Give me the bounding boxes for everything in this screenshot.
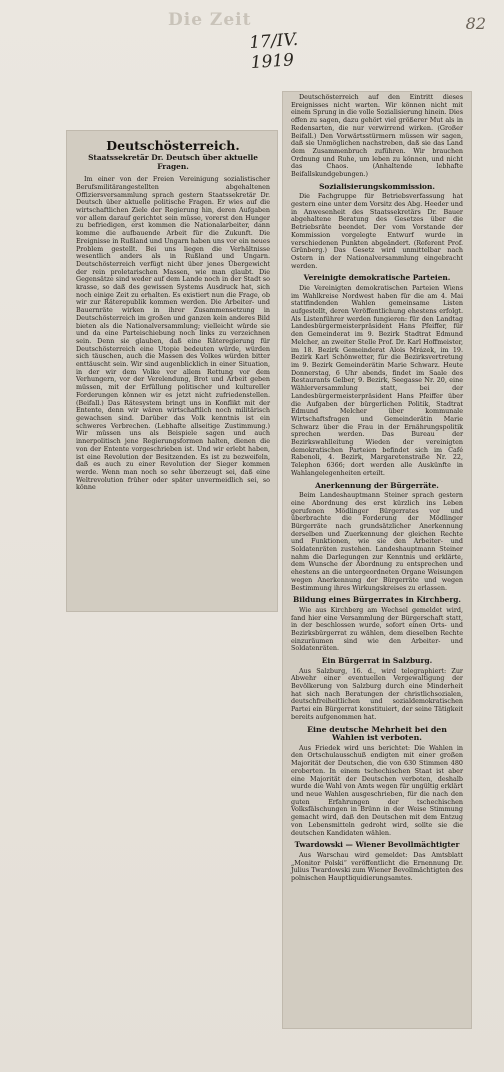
article-continuation: Deutschösterreich auf den Eintritt dieses Ereignisses nicht warten. Wir können nicht mit einem Sprung in die volle Sozialisierung hinein. Dies offen zu sagen, dazu gehört viel größerer Mut als in Redensarten, die nur verwirrend wirken. (Großer Beifall.) Den Vorwärtsstürmern müssen wir sagen, daß sie Unmöglichen nachstreben, daß sie das Land dem Zusammenbruch zuführen. Wir brauchen Ordnung und Ruhe, um leben zu können, und nicht das Chaos. (Anhaltende lebhafte Beifallskundgebungen.) (291, 93, 463, 179)
article-body: Im einer von der Freien Vereinigung sozialistischer Berufsmilitärangestellten abgehaltenen Offiziersversammlung sprach gestern Staatssekretär Dr. Deutsch über aktuelle politische Fragen. Er wies auf die wirtschaftlichen Ziele der Regierung hin, deren Aufgaben vor allem darauf gerichtet sein müsse, vorerst den Hunger zu befriedigen, erst kommen die Nationalarbeiter, dann komme die aufbauende Arbeit für die Zukunft. Die Ereignisse in Rußland und Ungarn haben uns vor ein neues Problem gestellt. Bei uns liegen die Verhältnisse wesentlich anders als in Rußland und Ungarn. Deutschösterreich verfügt nicht über jenes Übergewicht der rein proletarischen Massen, wie man glaubt. Die Gegensätze sind weder auf dem Lande noch in der Stadt so krasse, so daß des gewissen Systems Ausdruck hat, sich noch einige Zeit zu erhalten. Es existiert nun die Frage, ob wir zur Räterepublik kommen werden. Die Arbeiter- und Bauernräte wirken in ihrer Zusammensetzung in Deutschösterreich im großen und ganzen kein anderes Bild bieten als die Nationalversammlung; vielleicht würde sie und da eine Parteischiebung noch links zu verzeichnen sein. Denn sie glauben, daß eine Räteregierung für Deutschösterreich eine Utopie bedeuten würde, würden sich täuschen, auch die Massen des Volkes würden bitter enttäuscht sein. Wir sind augenblicklich in einer Situation, in der wir dem Volke vor allem Rettung vor dem Verhungern, vor der Verelendung, Brot und Arbeit geben müssen, mit der Erfüllung politischer und kultureller Forderungen können wir es jetzt nicht zufriedenstellen. (Beifall.) Das Rätesystem bringt uns in Konflikt mit der Entente, denn wir wären wirtschaftlich noch militärisch gewachsen sind. Darüber das Volk kenntnis ist ein schweres Verbrechen. (Lebhafte allseitige Zustimmung.) Wir müssen uns als Beispiele sagen und auch innerpolitisch jene Regierungsformen halten, dienen die von der Entente vorgeschrieben ist. Und wir erlebt haben, ist eine Revolution der Besitzenden. Es ist zu bezweifeln, daß es auch zu einer Revolution der Sieger kommen werde. Wenn man noch so sehr überzeugt sei, daß eine Weltrevolution früher oder später unvermeidlich sei, so könne (76, 175, 270, 492)
section-heading: Anerkennung der Bürgerräte. (315, 480, 439, 490)
section-heading: Sozialisierungskommission. (319, 181, 435, 191)
section-body: Wie aus Kirchberg am Wechsel gemeldet wird, fand hier eine Versammlung der Bürgerschaft statt, in der beschlossen wurde, sofort einen Orts- und Bezirksbürgerrat zu wählen, dem dieselben Rechte einzuräumen sind wie den Arbeiter- und Soldatenräten. (291, 605, 463, 653)
section-body: Die Fachgruppe für Betriebsverfassung hat gestern eine unter dem Vorsitz des Abg. Heeder und in Anwesenheit des Staatssekretärs Dr. Bauer abgehaltene Beratung des Gesetzes über die Betriebsräte beendet. Der vom Vorstande der Kommission vorgelegte Entwurf wurde in verschiedenen Punkten abgeändert. (Referent Prof. Grünberg.) Das Gesetz wird unmittelbar nach Ostern in der Nationalversammlung eingebracht werden. (291, 192, 463, 270)
section-body: Aus Warschau wird gemeldet: Das Amtsblatt „Monitor Polski“ veröffentlicht die Ernennung Dr. Julius Twardowski zum Wiener Bevollmächtigten des polnischen Hauptliquidierungsamtes. (291, 850, 463, 882)
article-title: Deutschösterreich. (106, 138, 240, 153)
section-heading: Ein Bürgerrat in Salzburg. (321, 656, 433, 666)
section-heading: Bildung eines Bürgerrates in Kirchberg. (293, 595, 461, 605)
section-body: Die Vereinigten demokratischen Parteien Wiens im Wahlkreise Nordwest haben für die am 4. Mai stattfindenden Wahlen gemeinsame Listen aufgestellt, deren Veröffentlichung ehestens erfolgt. Als Listenführer werden fungieren: für den Landtag Landesbürgermeisterpräsident Hans Pfeiffer, für den Gemeinderat im 9. Bezirk Stadtrat Edmund Melcher, an zweiter Stelle Prof. Dr. Karl Hoffmeister, im 18. Bezirk Gemeinderat Alois Mrázek, im 19. Bezirk Karl Schönwetter, für die Bezirksvertretung im 9. Bezirk Gemeinderätin Marie Schwarz. Heute Donnerstag, 6 Uhr abends, findet im Saale des Restaurants Gelber, 9. Bezirk, Seegasse Nr. 20, eine Wählerversammlung statt, bei der Landesbürgermeisterpräsident Hans Pfeiffer über die Aufgaben der bürgerlichen Politik, Stadtrat Edmund Melcher über kommunale Wirtschaftsfragen und Gemeinderätin Marie Schwarz über die Frau in der Ernährungspolitik sprechen werden. Das Bureau der Bezirkswahlleitung Wieden der vereinigten demokratischen Parteien befindet sich im Café Rabenoli, 4. Bezirk, Margaretenstraße Nr. 22, Telephon 6366; dort werden alle Auskünfte in Wahlangelegenheiten erteilt. (291, 283, 463, 477)
clipping-right (282, 91, 472, 1029)
handwritten-date: 17/IV. 1919 (248, 29, 299, 74)
clipping-left (66, 130, 278, 612)
section-body: Aus Salzburg, 16. d., wird telegraphiert: Zur Abwehr einer eventuellen Vergewaltigung der Bevölkerung von Salzburg durch eine Minderheit hat sich nach Beratungen der christlichsozialen, deutschfreiheitlichen und sozialdemokratischen Partei ein Bürgerrat konstituiert, der seine Tätigkeit bereits aufgenommen hat. (291, 666, 463, 721)
section-heading: Twardowski — Wiener Bevollmächtigter (294, 840, 460, 850)
section-heading: Eine deutsche Mehrheit bei den Wahlen ist verboten. (307, 724, 447, 743)
section-body: Aus Friedek wird uns berichtet: Die Wahlen in den Ortschulausschuß endigten mit einer großen Majorität der Deutschen, die von 630 Stimmen 480 eroberten. In einem tschechischen Staat ist aber eine Majorität der Deutschen verboten, deshalb wurde die Wahl von Amts wegen für ungültig erklärt und neue Wahlen ausgeschrieben, für die nach den guten Erfahrungen der tschechischen Volksfälschungen in Brünn in der Weise Stimmung gemacht wird, daß den Deutschen mit dem Entzug von Lebensmitteln gedroht wird, sollte sie die deutschen Kandidaten wählen. (291, 743, 463, 837)
section-heading: Vereinigte demokratische Parteien. (303, 273, 451, 283)
masthead-faded: Die Zeit (168, 10, 252, 30)
page-number: 82 (465, 14, 486, 33)
article-subtitle: Staatssekretär Dr. Deutsch über aktuelle Fragen. (88, 153, 258, 171)
section-body: Beim Landeshauptmann Steiner sprach gestern eine Abordnung des erst kürzlich ins Leben gerufenen Mödlinger Bürgerrates vor und überbrachte die Forderung der Mödlinger Bürgerräte nach grundsätzlicher Anerkennung derselben und Zuerkennung der gleichen Rechte und Funktionen, wie sie den Arbeiter- und Soldatenräten zustehen. Landeshauptmann Steiner nahm die Darlegungen zur Kenntnis und erklärte, dem Wunsche der Abordnung zu entsprechen und ehestens an die untergeordneten Organe Weisungen wegen Anerkennung der Bürgerräte und wegen Bestimmung ihres Wirkungskreises zu erlassen. (291, 491, 463, 592)
